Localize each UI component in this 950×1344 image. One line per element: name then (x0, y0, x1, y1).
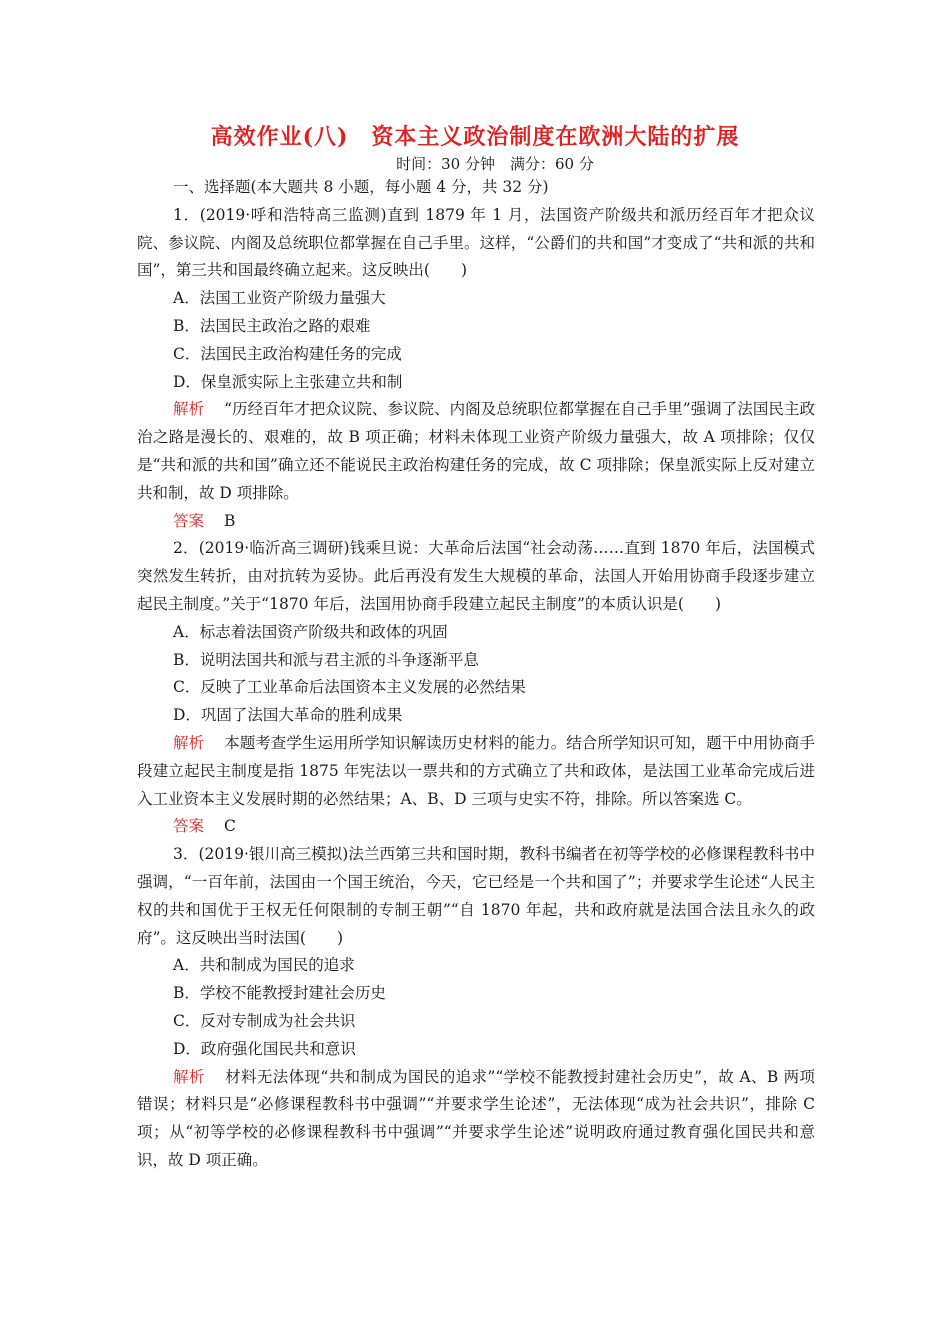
question-3 (137, 841, 815, 1175)
analysis-text: 材料无法体现“共和制成为国民的追求”“学校不能教授封建社会历史”，故 A、B 两项错误；材料只是“必修课程教科书中强调”“并要求学生论述”，无法体现“成为社会共识”，排除 C 项；从“初等学校的必修课程教科书中强调”“并要求学生论述”说明政府通过教育强化国民共和意识，故 D 项正确。 (137, 1067, 815, 1169)
time-and-score: 时间：30 分钟 满分：60 分 (396, 155, 594, 173)
analysis (137, 1064, 815, 1175)
document-title: 高效作业(八) 资本主义政治制度在欧洲大陆的扩展 (210, 124, 740, 150)
option-b: B．学校不能教授封建社会历史 (173, 984, 386, 1003)
option-d: D．巩固了法国大革命的胜利成果 (173, 706, 403, 725)
option-d: D．政府强化国民共和意识 (173, 1039, 356, 1058)
option-d: D．保皇派实际上主张建立共和制 (173, 372, 403, 391)
option-b: B．说明法国共和派与君主派的斗争逐渐平息 (173, 650, 479, 669)
option-c: C．反映了工业革命后法国资本主义发展的必然结果 (173, 678, 526, 697)
answer-label: 答案 (173, 511, 205, 530)
question-stem: 1．(2019·呼和浩特高三监测)直到 1879 年 1 月，法国资产阶级共和派历经百年才把众议院、参议院、内阁及总统职位都掌握在自己手里。这样，“公爵们的共和国”才变成了“共和派的共和国”，第三共和国最终确立起来。这反映出( ) (137, 205, 815, 280)
answer-label: 答案 (173, 817, 205, 836)
answer (137, 508, 815, 536)
analysis (137, 730, 815, 813)
analysis-label: 解析 (173, 1067, 205, 1086)
document-body (137, 174, 815, 1175)
option-a: A．标志着法国资产阶级共和政体的巩固 (173, 622, 448, 641)
option-c: C．法国民主政治构建任务的完成 (173, 344, 402, 363)
option-a: A．共和制成为国民的追求 (173, 956, 355, 975)
option-a: A．法国工业资产阶级力量强大 (173, 289, 386, 308)
answer-value: C (224, 817, 236, 836)
answer-value: B (224, 511, 236, 530)
option-c: C．反对专制成为社会共识 (173, 1011, 356, 1030)
question-stem: 3．(2019·银川高三模拟)法兰西第三共和国时期，教科书编者在初等学校的必修课程教科书中强调，“一百年前，法国由一个国王统治，今天，它已经是一个共和国了”；并要求学生论述“人民主权的共和国优于王权无任何限制的专制王朝”“自 1870 年起，共和政府就是法国合法且永久的政府”。这反映出当时法国( ) (137, 845, 815, 947)
analysis-text: “历经百年才把众议院、参议院、内阁及总统职位都掌握在自己手里”强调了法国民主政治之路是漫长的、艰难的，故 B 项正确；材料未体现工业资产阶级力量强大，故 A 项排除；仅仅是“共和派的共和国”确立还不能说民主政治构建任务的完成，故 C 项排除；保皇派实际上反对建立共和制，故 D 项排除。 (137, 400, 815, 502)
section-heading: 一、选择题(本大题共 8 小题，每小题 4 分，共 32 分) (173, 178, 549, 196)
answer (137, 813, 815, 841)
option-b: B．法国民主政治之路的艰难 (173, 316, 371, 335)
analysis-label: 解析 (173, 733, 205, 752)
analysis-text: 本题考查学生运用所学知识解读历史材料的能力。结合所学知识可知，题干中用协商手段建立起民主制度是指 1875 年宪法以一票共和的方式确立了共和政体，是法国工业革命完成后进入工业资本主义发展时期的必然结果；A、B、D 三项与史实不符，排除。所以答案选 C。 (137, 733, 815, 808)
question-1 (137, 202, 815, 536)
question-2 (137, 535, 815, 841)
question-stem: 2．(2019·临沂高三调研)钱乘旦说：大革命后法国“社会动荡……直到 1870 年后，法国模式突然发生转折，由对抗转为妥协。此后再没有发生大规模的革命，法国人开始用协商手段逐步建立起民主制度。”关于“1870 年后，法国用协商手段建立起民主制度”的本质认识是( ) (137, 539, 815, 613)
analysis-label: 解析 (173, 400, 205, 419)
analysis (137, 396, 815, 507)
